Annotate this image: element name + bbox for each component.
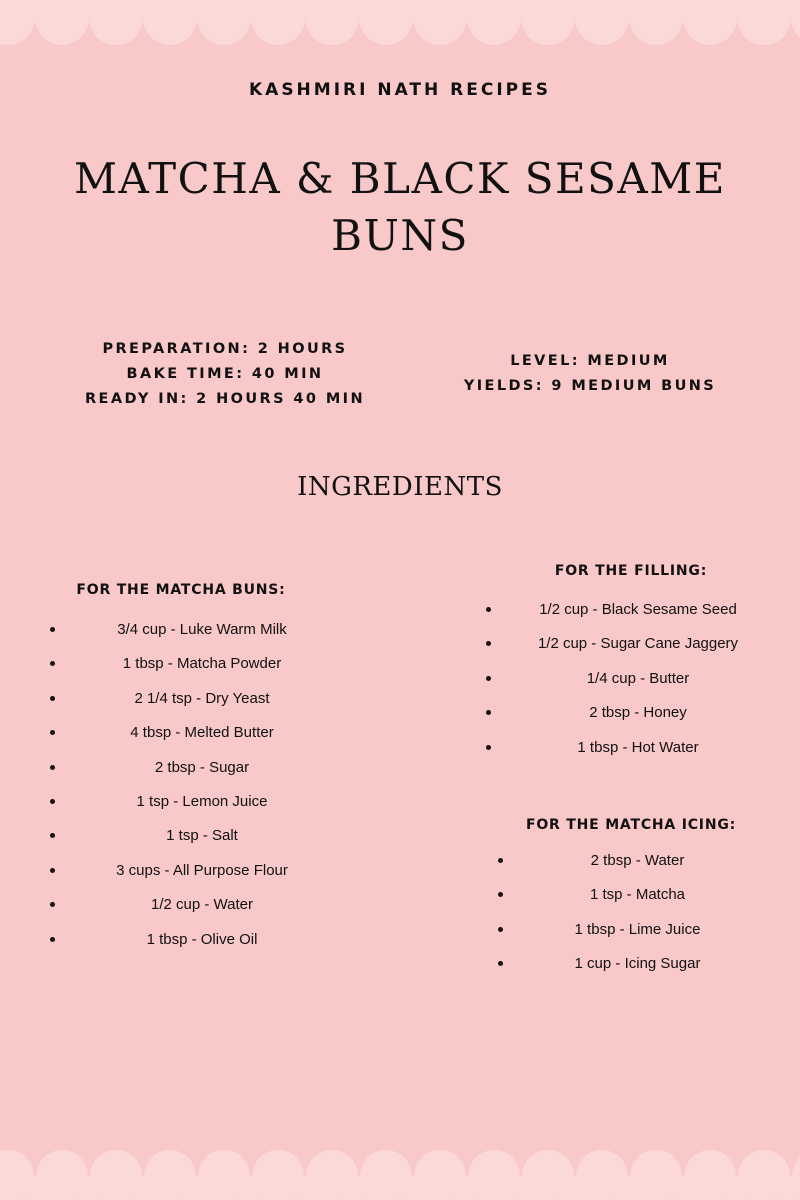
list-item: 1 tbsp - Lime Juice <box>498 918 763 952</box>
list-item: 1/4 cup - Butter <box>486 667 776 701</box>
preparation-time: PREPARATION: 2 HOURS <box>102 341 348 357</box>
list-item: 1 tbsp - Olive Oil <box>50 928 340 962</box>
matcha-icing-list <box>498 849 763 987</box>
bullet-icon <box>498 927 503 932</box>
list-item: 1 tsp - Salt <box>50 824 340 858</box>
bullet-icon <box>50 765 55 770</box>
top-scallop-border <box>0 0 800 50</box>
list-item: 1/2 cup - Sugar Cane Jaggery <box>486 632 776 666</box>
difficulty-level: LEVEL: MEDIUM <box>510 353 670 369</box>
list-item: 2 tbsp - Honey <box>486 701 776 735</box>
bullet-icon <box>486 710 491 715</box>
matcha-buns-list <box>50 618 340 962</box>
bullet-icon <box>50 730 55 735</box>
bullet-icon <box>50 696 55 701</box>
list-item: 1 cup - Icing Sugar <box>498 952 763 986</box>
filling-heading: FOR THE FILLING: <box>554 563 708 579</box>
bullet-icon <box>486 641 491 646</box>
list-item: 2 tbsp - Water <box>498 849 763 883</box>
bullet-icon <box>498 892 503 897</box>
list-item: 3/4 cup - Luke Warm Milk <box>50 618 340 652</box>
list-item: 2 1/4 tsp - Dry Yeast <box>50 687 340 721</box>
ready-time: READY IN: 2 HOURS 40 MIN <box>84 391 365 407</box>
list-item: 1/2 cup - Black Sesame Seed <box>486 598 776 632</box>
level-yield-info <box>440 349 740 399</box>
bullet-icon <box>50 627 55 632</box>
list-item: 2 tbsp - Sugar <box>50 756 340 790</box>
list-item: 3 cups - All Purpose Flour <box>50 859 340 893</box>
bullet-icon <box>486 745 491 750</box>
brand-name: KASHMIRI NATH RECIPES <box>248 80 551 100</box>
title-line: MATCHA & BLACK SESAME <box>74 154 726 203</box>
bullet-icon <box>498 961 503 966</box>
bullet-icon <box>50 833 55 838</box>
bullet-icon <box>50 937 55 942</box>
bullet-icon <box>486 607 491 612</box>
bake-time: BAKE TIME: 40 MIN <box>126 366 324 382</box>
bullet-icon <box>486 676 491 681</box>
bullet-icon <box>498 858 503 863</box>
filling-list <box>486 598 776 770</box>
list-item: 1/2 cup - Water <box>50 893 340 927</box>
list-item: 1 tsp - Matcha <box>498 883 763 917</box>
bullet-icon <box>50 799 55 804</box>
yield: YIELDS: 9 MEDIUM BUNS <box>463 378 717 394</box>
bottom-scallop-border <box>0 1146 800 1200</box>
bullet-icon <box>50 661 55 666</box>
list-item: 1 tbsp - Hot Water <box>486 736 776 770</box>
timing-info <box>60 337 390 412</box>
ingredients-heading: INGREDIENTS <box>297 472 503 502</box>
bullet-icon <box>50 902 55 907</box>
matcha-icing-heading: FOR THE MATCHA ICING: <box>525 817 737 833</box>
list-item: 1 tsp - Lemon Juice <box>50 790 340 824</box>
bullet-icon <box>50 868 55 873</box>
list-item: 4 tbsp - Melted Butter <box>50 721 340 755</box>
title-line: BUNS <box>331 211 469 260</box>
recipe-title <box>40 150 760 264</box>
matcha-buns-heading: FOR THE MATCHA BUNS: <box>76 582 286 598</box>
list-item: 1 tbsp - Matcha Powder <box>50 652 340 686</box>
